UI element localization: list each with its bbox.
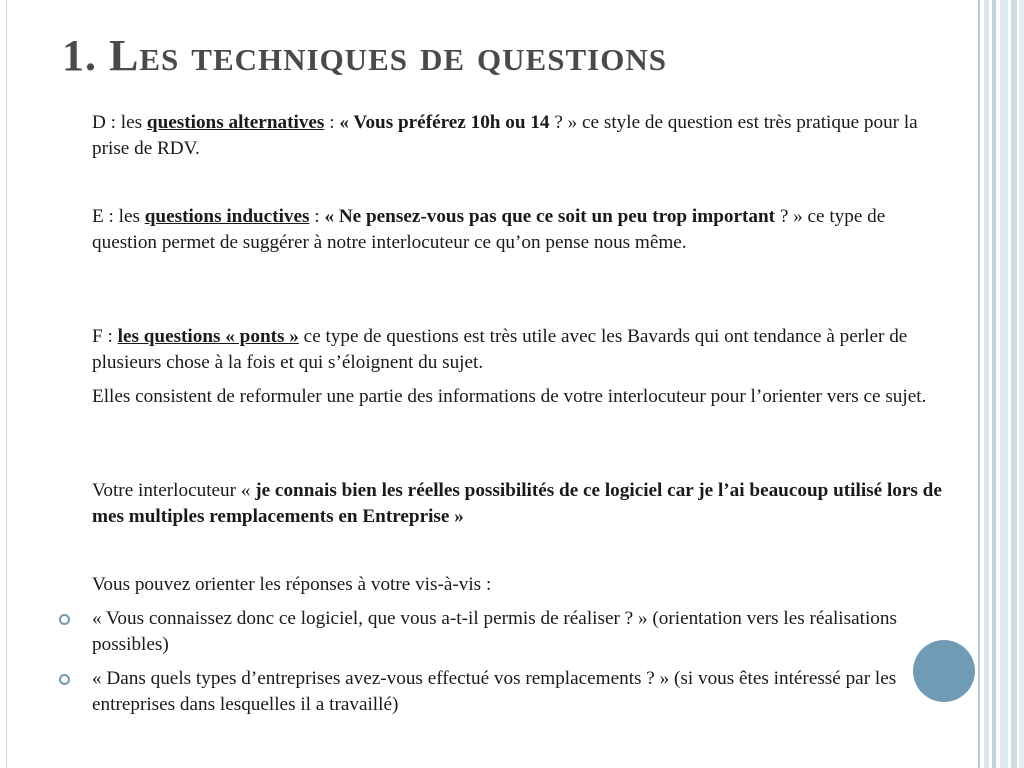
term-questions-alternatives: questions alternatives: [146, 112, 325, 133]
bullet-item: [92, 666, 912, 718]
term-questions-ponts: les questions « ponts »: [117, 326, 299, 347]
paragraph-e-prefix: E : les: [92, 206, 145, 227]
bullet-item: [92, 606, 912, 658]
stripe: [978, 0, 980, 768]
stripe: [1011, 0, 1017, 768]
paragraph-f-after: ce type de questions est très utile avec les Bavards qui ont tendance à perler de plusieurs chose à la fois et qui s’éloignent du sujet.: [92, 326, 908, 373]
paragraph-e-sep: :: [309, 206, 325, 227]
right-decorative-stripes: [978, 0, 1024, 768]
bullet-text: « Dans quels types d’entreprises avez-vous effectué vos remplacements ? » (si vous êtes intéressé par les entreprises dans lesquelles il a travaillé): [92, 668, 897, 715]
example-quote: je connais bien les réelles possibilités de ce logiciel car je l’ai beaucoup utilisé lors de mes multiples remplacements en Entreprise »: [92, 480, 942, 527]
paragraph-d: [92, 110, 947, 162]
quote-d: « Vous préférez 10h ou 14: [339, 112, 550, 133]
quote-e: « Ne pensez-vous pas que ce soit un peu trop important: [324, 206, 776, 227]
decorative-circle: [913, 640, 975, 702]
stripe: [1000, 0, 1008, 768]
stripe: [984, 0, 989, 768]
example-prefix: Votre interlocuteur «: [92, 480, 256, 501]
stripe: [992, 0, 996, 768]
bullet-icon: [59, 614, 70, 625]
paragraph-d-after: ? » ce style de question est très pratique pour la prise de RDV.: [92, 112, 918, 159]
term-questions-inductives: questions inductives: [144, 206, 310, 227]
paragraph-orient: Vous pouvez orienter les réponses à votre vis-à-vis :: [92, 574, 492, 595]
left-border-line: [6, 0, 7, 768]
bullet-icon: [59, 674, 70, 685]
paragraph-d-sep: :: [324, 112, 340, 133]
paragraph-f-prefix: F :: [92, 326, 118, 347]
slide-title: 1. Les techniques de questions: [62, 31, 667, 80]
paragraph-e: [92, 204, 947, 256]
stripe: [1019, 0, 1024, 768]
bullet-text: « Vous connaissez donc ce logiciel, que vous a-t-il permis de réaliser ? » (orientation vers les réalisations possibles): [92, 608, 897, 655]
paragraph-f2: Elles consistent de reformuler une partie des informations de votre interlocuteur pour l’orienter vers ce sujet.: [92, 386, 927, 407]
paragraph-example: [92, 478, 947, 530]
paragraph-f: [92, 324, 947, 376]
paragraph-e-after: ? » ce type de question permet de suggérer à notre interlocuteur ce qu’on pense nous même.: [92, 206, 886, 253]
paragraph-d-prefix: D : les: [92, 112, 147, 133]
